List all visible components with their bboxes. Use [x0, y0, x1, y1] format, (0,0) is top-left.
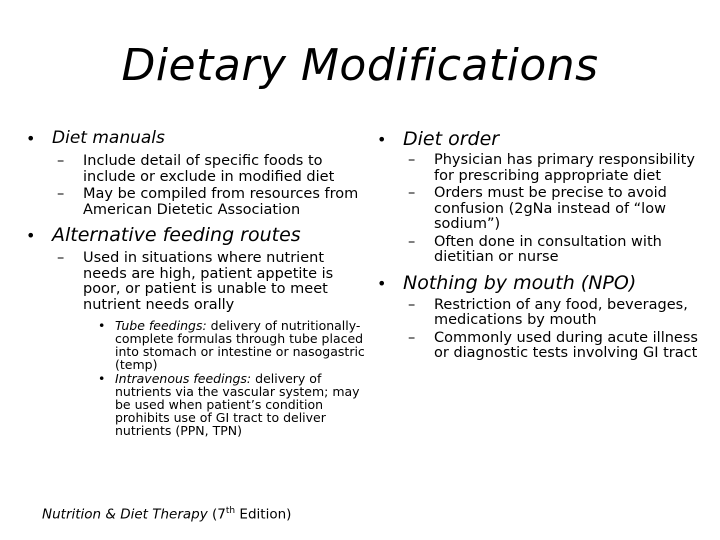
- sub-item-text: Physician has primary responsibility for prescribing appropriate diet: [434, 152, 695, 184]
- dash-marker: –: [57, 250, 65, 266]
- bullet-npo: [377, 272, 707, 295]
- dash-marker: –: [408, 296, 416, 313]
- sub-item-text: Include detail of specific foods to include or exclude in modified diet: [83, 153, 335, 185]
- slide-title: Dietary Modifications: [121, 40, 599, 91]
- sub-item-text: Commonly used during acute illness or diagnostic tests involving GI tract: [434, 329, 698, 361]
- sub-item: [57, 251, 371, 313]
- left-column: [26, 128, 371, 437]
- bullet-marker: •: [26, 129, 36, 148]
- sub-item-text: Restriction of any food, beverages, medications by mouth: [434, 296, 688, 328]
- dash-marker: –: [408, 329, 416, 346]
- sub-item: [408, 235, 707, 266]
- dash-marker: –: [57, 153, 65, 169]
- sub-item: [57, 154, 371, 185]
- bullet-diet-order: [377, 128, 707, 151]
- sub-sub-item: [98, 372, 371, 437]
- edition-sup: th: [225, 506, 236, 516]
- sub-item-text: Orders must be precise to avoid confusion (2gNa instead of “low sodium”): [434, 185, 667, 232]
- alt-routes-heading: Alternative feeding routes: [52, 224, 301, 246]
- dash-marker: –: [408, 152, 416, 168]
- term-text: delivery of nutritionally-complete formulas through tube placed into stomach or intestine or nasogastric (temp): [115, 318, 365, 372]
- sub-item: [408, 331, 707, 362]
- sub-item: [408, 153, 707, 184]
- sub-item-text: Often done in consultation with dietitian or nurse: [434, 233, 662, 265]
- dash-marker: –: [408, 185, 416, 201]
- sub-item-text: May be compiled from resources from American Dietetic Association: [83, 186, 359, 218]
- term-text: delivery of nutrients via the vascular system; may be used when patient’s condition prohibits use of GI tract to deliver nutrients (PPN, TPN): [115, 371, 360, 438]
- bullet-alt-routes: [26, 224, 371, 247]
- bullet-marker: •: [377, 130, 387, 149]
- dash-marker: –: [408, 233, 416, 250]
- sub-item-text: Used in situations where nutrient needs are high, patient appetite is poor, or patient is unable to meet nutrient needs orally: [83, 250, 334, 313]
- book-title: Nutrition & Diet Therapy: [42, 506, 208, 523]
- bullet-diet-manuals: [26, 128, 371, 149]
- bullet-marker: •: [98, 371, 106, 386]
- diet-order-heading: Diet order: [403, 128, 500, 150]
- bullet-marker: •: [26, 226, 36, 245]
- term: Tube feedings:: [115, 318, 207, 333]
- bullet-marker: •: [98, 318, 106, 333]
- edition-pre: (7: [207, 506, 226, 523]
- dash-marker: –: [57, 186, 65, 202]
- sub-item: [57, 187, 371, 218]
- edition-post: Edition): [235, 506, 292, 523]
- term: Intravenous feedings:: [115, 371, 252, 386]
- sub-item: [408, 186, 707, 233]
- footer-citation: [42, 506, 291, 523]
- right-column: [377, 128, 707, 362]
- npo-heading: Nothing by mouth (NPO): [403, 271, 637, 294]
- sub-item: [408, 298, 707, 329]
- bullet-marker: •: [377, 273, 387, 293]
- sub-sub-item: [98, 319, 371, 371]
- diet-manuals-heading: Diet manuals: [52, 128, 165, 148]
